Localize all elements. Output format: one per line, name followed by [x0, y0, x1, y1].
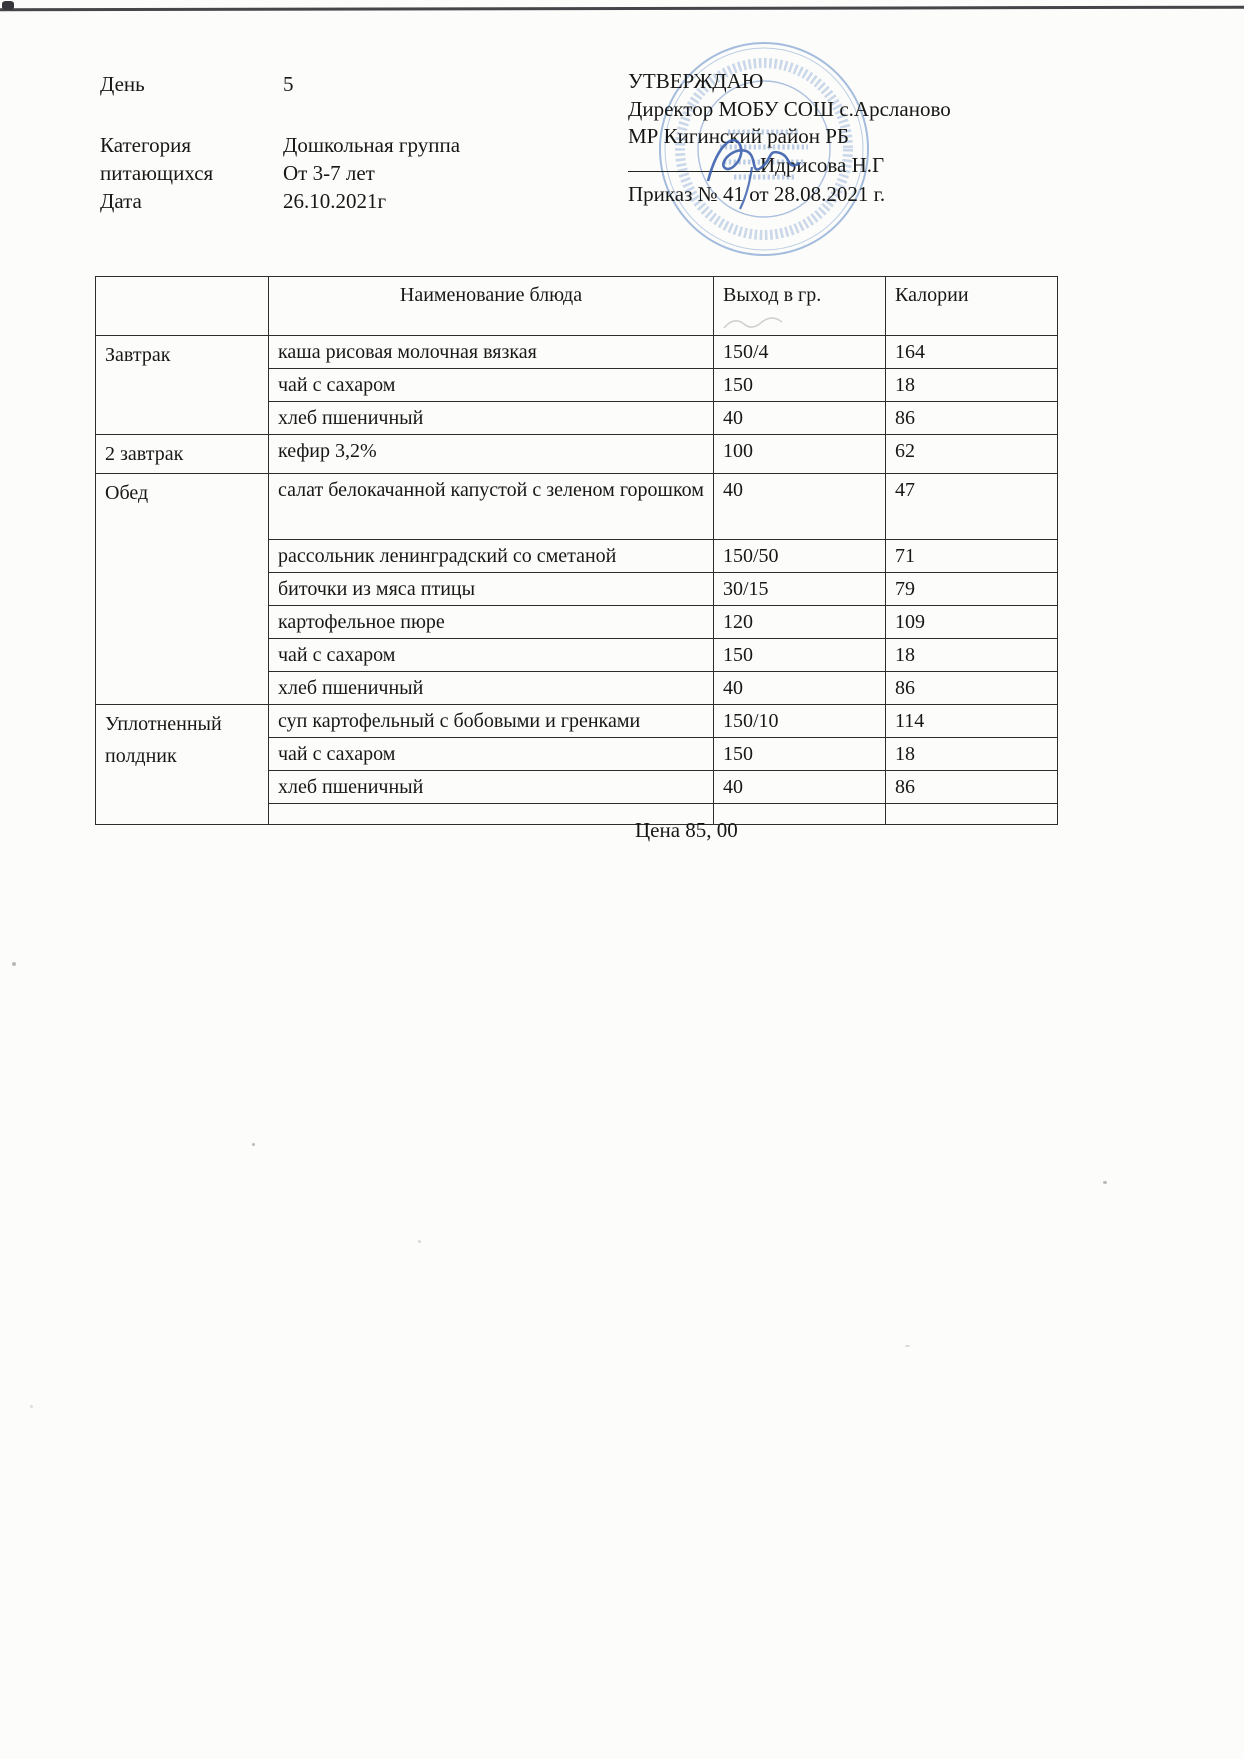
- menu-info-block: [100, 70, 460, 215]
- approval-director-line: Директор МОБУ СОШ с.Арсланово: [628, 96, 951, 121]
- dish-cell: суп картофельный с бобовыми и гренками: [269, 705, 714, 738]
- meal-group-breakfast: Завтрак: [96, 336, 269, 435]
- meal-group-afternoon-snack: Уплотненный полдник: [96, 705, 269, 825]
- meal-group-second-breakfast: 2 завтрак: [96, 435, 269, 474]
- date-label: Дата: [100, 189, 142, 213]
- dish-cell: биточки из мяса птицы: [269, 573, 714, 606]
- scan-speck: [252, 1143, 255, 1146]
- category-label-line2: питающихся: [100, 161, 214, 185]
- table-row: [96, 435, 1058, 474]
- table-row: [96, 705, 1058, 738]
- day-label: День: [100, 72, 145, 96]
- dish-cell: картофельное пюре: [269, 606, 714, 639]
- calories-cell: [886, 804, 1058, 825]
- output-cell: 30/15: [714, 573, 886, 606]
- spacer: [283, 98, 460, 131]
- calories-cell: 71: [886, 540, 1058, 573]
- calories-cell: 47: [886, 474, 1058, 540]
- signer-name: Идрисова Н.Г: [760, 152, 885, 177]
- output-cell: 150/4: [714, 336, 886, 369]
- dish-cell: чай с сахаром: [269, 639, 714, 672]
- dish-cell: рассольник ленинградский со сметаной: [269, 540, 714, 573]
- dish-cell: чай с сахаром: [269, 738, 714, 771]
- output-cell: 40: [714, 672, 886, 705]
- calories-cell: 109: [886, 606, 1058, 639]
- approval-block: [628, 68, 1068, 208]
- spacer: [100, 98, 283, 131]
- menu-table: [95, 276, 1058, 825]
- calories-cell: 114: [886, 705, 1058, 738]
- price-line: Цена 85, 00: [635, 818, 738, 842]
- category-value-line1: Дошкольная группа: [283, 133, 461, 157]
- output-cell: 150: [714, 738, 886, 771]
- calories-cell: 79: [886, 573, 1058, 606]
- signature-line: [628, 151, 760, 172]
- calories-cell: 164: [886, 336, 1058, 369]
- dish-cell: хлеб пшеничный: [269, 672, 714, 705]
- approval-district-line: МР Кигинский район РБ: [628, 124, 849, 148]
- header-calories-cell: Калории: [886, 277, 1058, 336]
- dish-cell: кефир 3,2%: [269, 435, 714, 474]
- scan-artifact-line: [0, 6, 1244, 12]
- output-cell: 150: [714, 639, 886, 672]
- category-label-line1: Категория: [100, 133, 191, 157]
- output-cell: 150/50: [714, 540, 886, 573]
- day-value: 5: [283, 72, 294, 96]
- calories-cell: 18: [886, 369, 1058, 402]
- dish-cell: каша рисовая молочная вязкая: [269, 336, 714, 369]
- dish-cell: чай с сахаром: [269, 369, 714, 402]
- approval-title: УТВЕРЖДАЮ: [628, 69, 764, 93]
- scan-speck: [30, 1405, 33, 1408]
- calories-cell: 18: [886, 738, 1058, 771]
- calories-cell: 62: [886, 435, 1058, 474]
- header-meal-cell: [96, 277, 269, 336]
- output-cell: 120: [714, 606, 886, 639]
- dish-cell: хлеб пшеничный: [269, 402, 714, 435]
- calories-cell: 86: [886, 771, 1058, 804]
- category-value-line2: От 3-7 лет: [283, 161, 375, 185]
- approval-order-line: Приказ № 41 от 28.08.2021 г.: [628, 181, 886, 206]
- calories-cell: 86: [886, 402, 1058, 435]
- output-cell: 150/10: [714, 705, 886, 738]
- dish-cell: салат белокачанной капустой с зеленом горошком: [269, 474, 714, 540]
- scan-speck: [418, 1240, 421, 1243]
- output-cell: 40: [714, 771, 886, 804]
- table-row: [96, 474, 1058, 540]
- output-cell: [714, 804, 886, 825]
- date-value: 26.10.2021г: [283, 189, 387, 213]
- meal-group-lunch: Обед: [96, 474, 269, 705]
- table-row: [96, 336, 1058, 369]
- output-cell: 40: [714, 402, 886, 435]
- output-cell: 100: [714, 435, 886, 474]
- header-output-cell: Выход в гр.: [714, 277, 886, 336]
- output-cell: 150: [714, 369, 886, 402]
- scan-speck: [12, 962, 16, 966]
- signature-row: [628, 151, 1068, 181]
- scan-artifact-corner: [2, 1, 14, 10]
- calories-cell: 18: [886, 639, 1058, 672]
- table-header-row: [96, 277, 1058, 336]
- output-cell: 40: [714, 474, 886, 540]
- scan-speck: [1103, 1181, 1107, 1184]
- scan-speck: [905, 1345, 910, 1347]
- dish-cell: хлеб пшеничный: [269, 771, 714, 804]
- calories-cell: 86: [886, 672, 1058, 705]
- header-dish-cell: Наименование блюда: [269, 277, 714, 336]
